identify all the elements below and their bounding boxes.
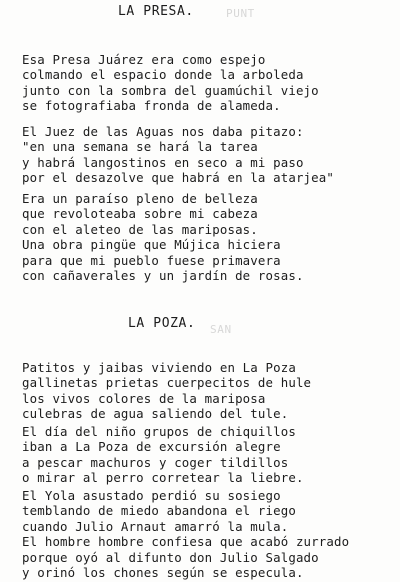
verse-line: colmando el espacio donde la arboleda: [22, 67, 304, 83]
stanza: [22, 191, 394, 283]
show-through-mark: PUNT: [226, 7, 255, 20]
verse-line: a pescar machuros y coger tildillos: [22, 454, 289, 470]
show-through-mark: SAN: [210, 323, 232, 336]
verse-line: cuando Julio Arnaut amarró la mula.: [22, 518, 289, 534]
verse-line: gallinetas prietas cuerpecitos de hule: [22, 375, 312, 391]
verse-line: se fotografiaba fronda de alameda.: [22, 98, 281, 114]
verse-line: iban a La Poza de excursión alegre: [22, 439, 281, 455]
verse-line: porque oyó al difunto don Julio Salgado: [22, 549, 319, 565]
verse-line: para que mi pueblo fuese primavera: [22, 252, 281, 268]
verse-line: El día del niño grupos de chiquillos: [22, 424, 296, 439]
stanza: [22, 124, 394, 186]
verse-line: "en una semana se hará la tarea: [22, 139, 258, 155]
stanza: [22, 52, 394, 114]
verse-line: El hombre hombre confiesa que acabó zurrado: [22, 534, 350, 550]
verse-line: junto con la sombra del guamúchil viejo: [22, 82, 319, 98]
verse-line: que revoloteaba sobre mi cabeza: [22, 206, 258, 222]
verse-line: los vivos colores de la mariposa: [22, 390, 266, 406]
verse-line: temblando de miedo abandona el riego: [22, 503, 296, 519]
section-title-la-presa: LA PRESA.: [118, 4, 194, 19]
verse-line: y orinó los chones según se especula.: [22, 564, 304, 580]
stanza: [22, 424, 394, 486]
verse-line: con el aleteo de las mariposas.: [22, 221, 258, 237]
stanza: [22, 488, 394, 580]
verse-line: El Yola asustado perdió su sosiego: [22, 488, 281, 503]
verse-line: Era un paraíso pleno de belleza: [22, 191, 258, 206]
verse-line: El Juez de las Aguas nos daba pitazo:: [22, 124, 304, 139]
verse-line: Patitos y jaibas viviendo en La Poza: [22, 360, 296, 375]
stanza: [22, 360, 394, 422]
verse-line: con cañaverales y un jardín de rosas.: [22, 267, 304, 283]
verse-line: Esa Presa Juárez era como espejo: [22, 52, 266, 67]
section-title-la-poza: LA POZA.: [128, 316, 196, 331]
verse-line: y habrá langostinos en seco a mi paso: [22, 154, 304, 170]
verse-line: o mirar al perro corretear la liebre.: [22, 470, 304, 486]
verse-line: culebras de agua saliendo del tule.: [22, 406, 289, 422]
verse-line: por el desazolve que habrá en la atarjea": [22, 170, 335, 186]
verse-line: Una obra pingüe que Mújica hiciera: [22, 237, 281, 253]
